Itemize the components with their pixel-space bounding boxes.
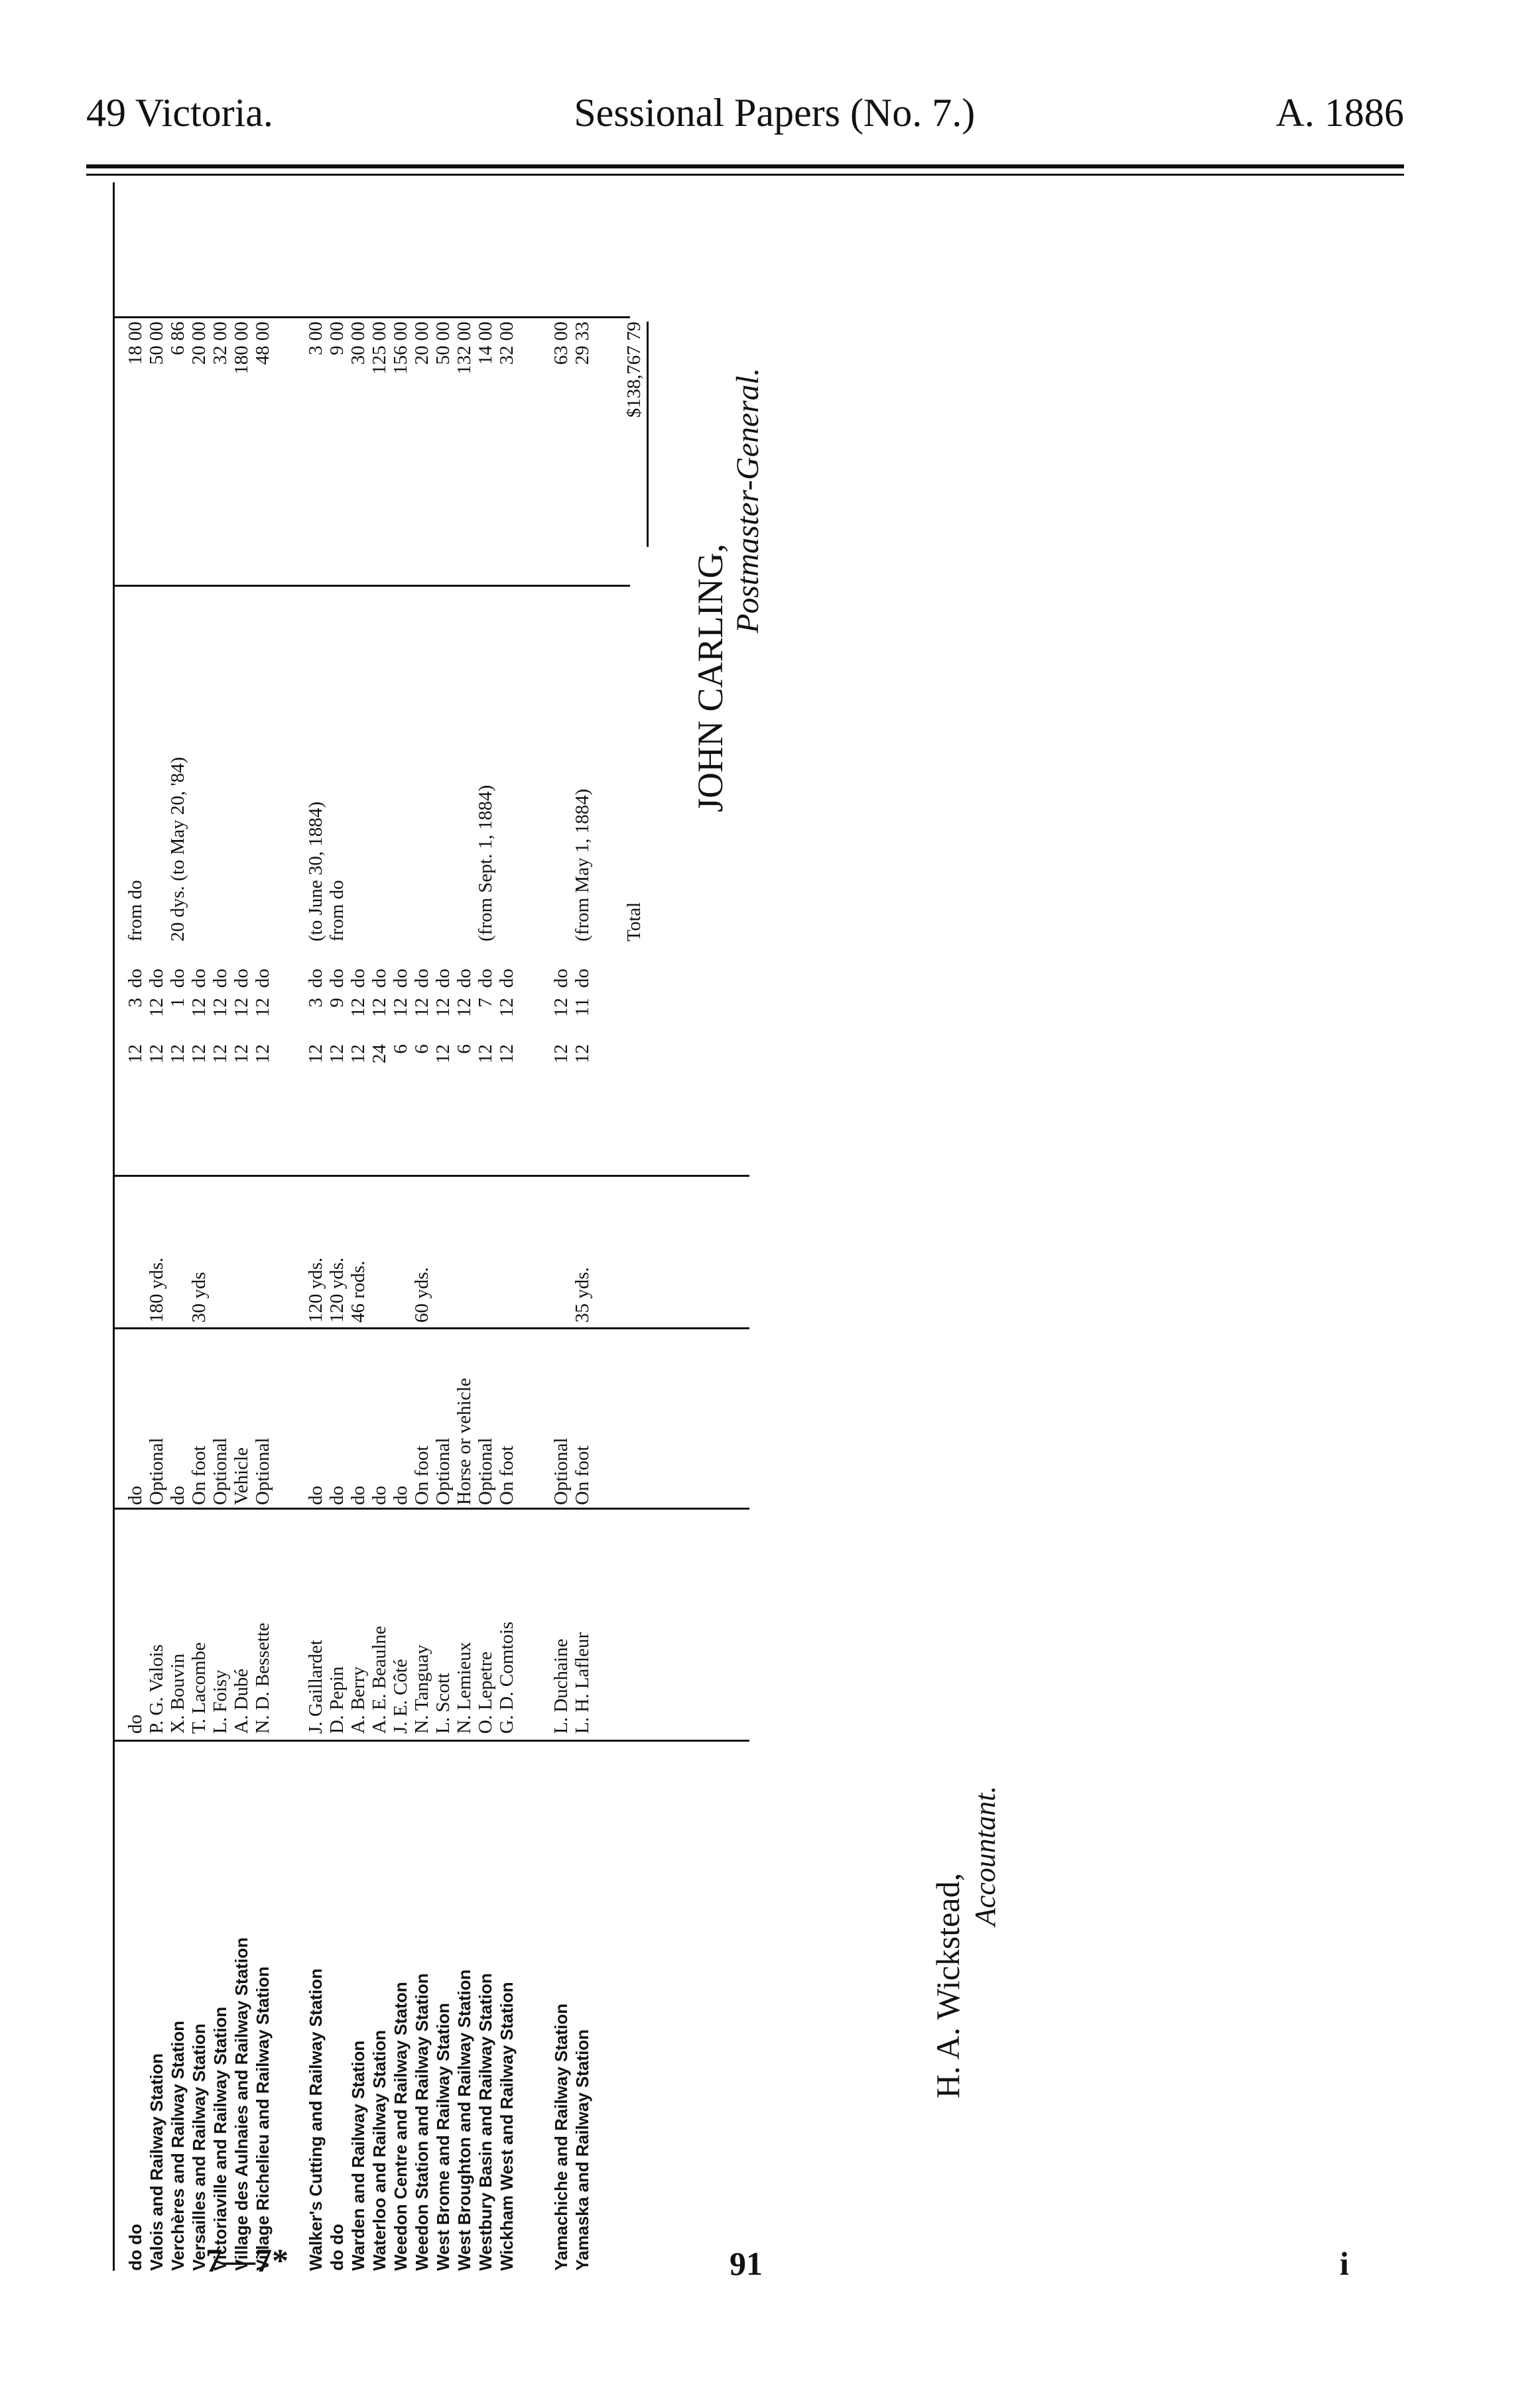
table-row [252, 182, 273, 2271]
header-right: A. 1886 [1275, 90, 1404, 135]
office-cell: West Brome and Railway Station [433, 2002, 453, 2271]
postmaster-title: Postmaster-General. [730, 367, 765, 633]
office-cell: Village des Aulnaies and Railway Station [231, 1937, 251, 2271]
courier-cell: A. Dubé [231, 1668, 252, 1734]
mode-cell: Vehicle [231, 1447, 252, 1505]
months-cell: 9 [326, 998, 348, 1008]
trips-per-week-cell: 12 [231, 1044, 252, 1063]
distance-cell: 120 yds. [305, 1257, 326, 1323]
courier-cell: L. H. Lafleur [572, 1632, 593, 1734]
distance-cell: 60 yds. [411, 1267, 432, 1323]
table-row [188, 182, 210, 2271]
footer-left: 7—7* [206, 2242, 288, 2279]
amount-cell: 14 00 [475, 322, 496, 365]
period-note-cell: from do [326, 880, 348, 941]
trips-per-week-cell: 12 [550, 1044, 572, 1063]
mode-cell: On foot [188, 1445, 210, 1505]
courier-cell: L. Duchaine [550, 1638, 572, 1734]
months-cell: 11 [572, 998, 593, 1016]
table-row [210, 182, 231, 2271]
table-row [369, 182, 390, 2271]
table-row [475, 182, 496, 2271]
months-cell: 1 [167, 998, 188, 1008]
amount-cell: 6 86 [167, 322, 188, 355]
courier-cell: D. Pepin [326, 1666, 348, 1734]
courier-cell: A. E. Beaulne [369, 1626, 390, 1734]
table-row [390, 182, 411, 2271]
amount-cell: 125 00 [369, 322, 390, 375]
trips-per-week-cell: 12 [348, 1044, 369, 1063]
office-cell: Wickham West and Railway Station [497, 1982, 517, 2271]
courier-cell: P. G. Valois [146, 1644, 167, 1734]
period-unit-cell: do [146, 969, 167, 988]
amount-cell: 18 00 [125, 322, 146, 365]
period-unit-cell: do [188, 969, 210, 988]
amount-cell: 32 00 [210, 322, 231, 365]
amount-cell: 20 00 [188, 322, 210, 365]
header-center: Sessional Papers (No. 7.) [574, 90, 976, 135]
months-cell: 12 [550, 998, 572, 1017]
mode-cell: do [390, 1486, 411, 1505]
amount-cell: 180 00 [231, 322, 252, 375]
mode-cell: Optional [550, 1437, 572, 1505]
period-note-cell: (from Sept. 1, 1884) [475, 785, 496, 941]
accountant-name: H. A. Wickstead, [929, 1872, 966, 2098]
table-row [496, 182, 517, 2271]
period-unit-cell: do [550, 969, 572, 988]
amount-cell: 50 00 [146, 322, 167, 365]
office-cell: Weedon Centre and Railway Staton [391, 1982, 411, 2271]
office-cell: Village Richelieu and Railway Station [253, 1966, 273, 2271]
courier-cell: L. Scott [432, 1673, 454, 1734]
trips-per-week-cell: 12 [305, 1044, 326, 1063]
trips-per-week-cell: 12 [210, 1044, 231, 1063]
mode-cell: do [369, 1486, 390, 1505]
table-row [572, 182, 593, 2271]
trips-per-week-cell: 12 [167, 1044, 188, 1063]
distance-cell: 30 yds [188, 1272, 210, 1323]
amount-cell: 48 00 [252, 322, 273, 365]
amount-cell: 32 00 [496, 322, 517, 365]
office-cell: Westbury Basin and Railway Station [476, 1973, 495, 2271]
mode-cell: do [125, 1486, 146, 1505]
period-note-cell: (to June 30, 1884) [305, 801, 326, 941]
header-rule [86, 164, 1404, 168]
period-unit-cell: do [475, 969, 496, 988]
mode-cell: Optional [475, 1437, 496, 1505]
office-cell: do do [327, 2224, 347, 2271]
trips-per-week-cell: 12 [432, 1044, 454, 1063]
trips-per-week-cell: 12 [146, 1044, 167, 1063]
office-cell: Versailles and Railway Station [189, 2023, 209, 2271]
office-cell: Verchères and Railway Station [168, 2020, 188, 2271]
trips-per-week-cell: 12 [496, 1044, 517, 1063]
period-unit-cell: do [411, 969, 432, 988]
period-unit-cell: do [454, 969, 475, 988]
total-label: Total [623, 902, 645, 941]
period-unit-cell: do [210, 969, 231, 988]
trips-per-week-cell: 6 [411, 1044, 432, 1054]
trips-per-week-cell: 12 [125, 1044, 146, 1063]
months-cell: 3 [125, 998, 146, 1008]
courier-cell: J. Gaillardet [305, 1640, 326, 1734]
trips-per-week-cell: 6 [390, 1044, 411, 1054]
period-unit-cell: do [432, 969, 454, 988]
period-unit-cell: do [252, 969, 273, 988]
table-top-rule [113, 182, 115, 2271]
period-unit-cell: do [167, 969, 188, 988]
trips-per-week-cell: 12 [326, 1044, 348, 1063]
table-row [167, 182, 188, 2271]
table-row [454, 182, 475, 2271]
period-unit-cell: do [231, 969, 252, 988]
courier-cell: G. D. Comtois [496, 1621, 517, 1734]
footer-right: i [1340, 2245, 1349, 2282]
office-cell: Yamaska and Railway Station [572, 2029, 592, 2271]
office-cell: Weedon Station and Railway Station [412, 1973, 432, 2271]
months-cell: 3 [305, 998, 326, 1008]
period-unit-cell: do [390, 969, 411, 988]
mode-cell: do [167, 1486, 188, 1505]
months-cell: 12 [432, 998, 454, 1017]
amount-cell: 20 00 [411, 322, 432, 365]
trips-per-week-cell: 12 [252, 1044, 273, 1063]
page-header [86, 80, 1404, 146]
months-cell: 7 [475, 998, 496, 1008]
amount-cell: 30 00 [348, 322, 369, 365]
amount-cell: 3 00 [305, 322, 326, 355]
trips-per-week-cell: 6 [454, 1044, 475, 1054]
office-cell: West Broughton and Railway Station [454, 1969, 474, 2271]
mode-cell: do [348, 1486, 369, 1505]
period-unit-cell: do [348, 969, 369, 988]
distance-cell: 180 yds. [146, 1257, 167, 1323]
period-note-cell: 20 dys. (to May 20, '84) [167, 756, 188, 941]
office-cell: Warden and Railway Station [348, 2040, 368, 2271]
period-unit-cell: do [305, 969, 326, 988]
amount-cell: 156 00 [390, 322, 411, 375]
trips-per-week-cell: 12 [475, 1044, 496, 1063]
accountant-title: Accountant. [969, 1785, 1001, 1926]
courier-cell: O. Lepetre [475, 1652, 496, 1734]
distance-cell: 120 yds. [326, 1257, 348, 1323]
courier-cell: X. Bouvin [167, 1654, 188, 1734]
footer-page-number: 91 [730, 2245, 763, 2282]
amount-cell: 9 00 [326, 322, 348, 355]
header-left: 49 Victoria. [86, 90, 273, 135]
postmaster-name: JOHN CARLING, [690, 544, 730, 812]
courier-cell: A. Berry [348, 1666, 369, 1734]
courier-cell: do [125, 1715, 146, 1734]
months-cell: 12 [348, 998, 369, 1017]
mode-cell: Optional [146, 1437, 167, 1505]
table-row [305, 182, 326, 2271]
mode-cell: Optional [252, 1437, 273, 1505]
courier-cell: J. E. Côté [390, 1659, 411, 1734]
mode-cell: On foot [572, 1445, 593, 1505]
mode-cell: On foot [496, 1445, 517, 1505]
months-cell: 12 [210, 998, 231, 1017]
office-cell: Yamachiche and Railway Station [551, 2003, 571, 2271]
office-cell: do do [125, 2224, 145, 2271]
months-cell: 12 [231, 998, 252, 1017]
mode-cell: On foot [411, 1445, 432, 1505]
office-cell: Victoriaville and Railway Station [210, 2006, 230, 2271]
courier-cell: N. Tanguay [411, 1644, 432, 1734]
table-row [326, 182, 348, 2271]
table-row [146, 182, 167, 2271]
table-row [550, 182, 572, 2271]
trips-per-week-cell: 24 [369, 1044, 390, 1063]
months-cell: 12 [496, 998, 517, 1017]
months-cell: 12 [390, 998, 411, 1017]
period-note-cell: from do [125, 880, 146, 941]
amount-cell: 132 00 [454, 322, 475, 375]
table-row [411, 182, 432, 2271]
months-cell: 12 [454, 998, 475, 1017]
office-cell: Walker's Cutting and Railway Station [306, 1968, 326, 2271]
months-cell: 12 [411, 998, 432, 1017]
distance-cell: 35 yds. [572, 1267, 593, 1323]
table-row [231, 182, 252, 2271]
table-row [348, 182, 369, 2271]
header-rule-thin [86, 174, 1404, 176]
office-cell: Valois and Railway Station [147, 2053, 166, 2271]
mode-cell: do [305, 1486, 326, 1505]
amount-cell: 29 33 [572, 322, 593, 365]
courier-cell: L. Foisy [210, 1669, 231, 1734]
trips-per-week-cell: 12 [188, 1044, 210, 1063]
total-rule [647, 322, 649, 547]
period-unit-cell: do [125, 969, 146, 988]
mode-cell: Optional [210, 1437, 231, 1505]
table-row [125, 182, 146, 2271]
months-cell: 12 [146, 998, 167, 1017]
courier-cell: T. Lacombe [188, 1642, 210, 1734]
courier-cell: N. Lemieux [454, 1642, 475, 1734]
months-cell: 12 [252, 998, 273, 1017]
mode-cell: Horse or vehicle [454, 1378, 475, 1505]
mode-cell: Optional [432, 1437, 454, 1505]
distance-cell: 46 rods. [348, 1260, 369, 1323]
period-unit-cell: do [326, 969, 348, 988]
months-cell: 12 [369, 998, 390, 1017]
amount-cell: 63 00 [550, 322, 572, 365]
period-unit-cell: do [496, 969, 517, 988]
table-row [432, 182, 454, 2271]
courier-cell: N. D. Bessette [252, 1622, 273, 1734]
period-unit-cell: do [369, 969, 390, 988]
total-value: $138,767 79 [623, 322, 645, 418]
period-unit-cell: do [572, 969, 593, 988]
office-cell: Waterloo and Railway Station [369, 2029, 389, 2271]
period-note-cell: (from May 1, 1884) [572, 788, 593, 941]
trips-per-week-cell: 12 [572, 1044, 593, 1063]
mode-cell: do [326, 1486, 348, 1505]
months-cell: 12 [188, 998, 210, 1017]
amount-cell: 50 00 [432, 322, 454, 365]
